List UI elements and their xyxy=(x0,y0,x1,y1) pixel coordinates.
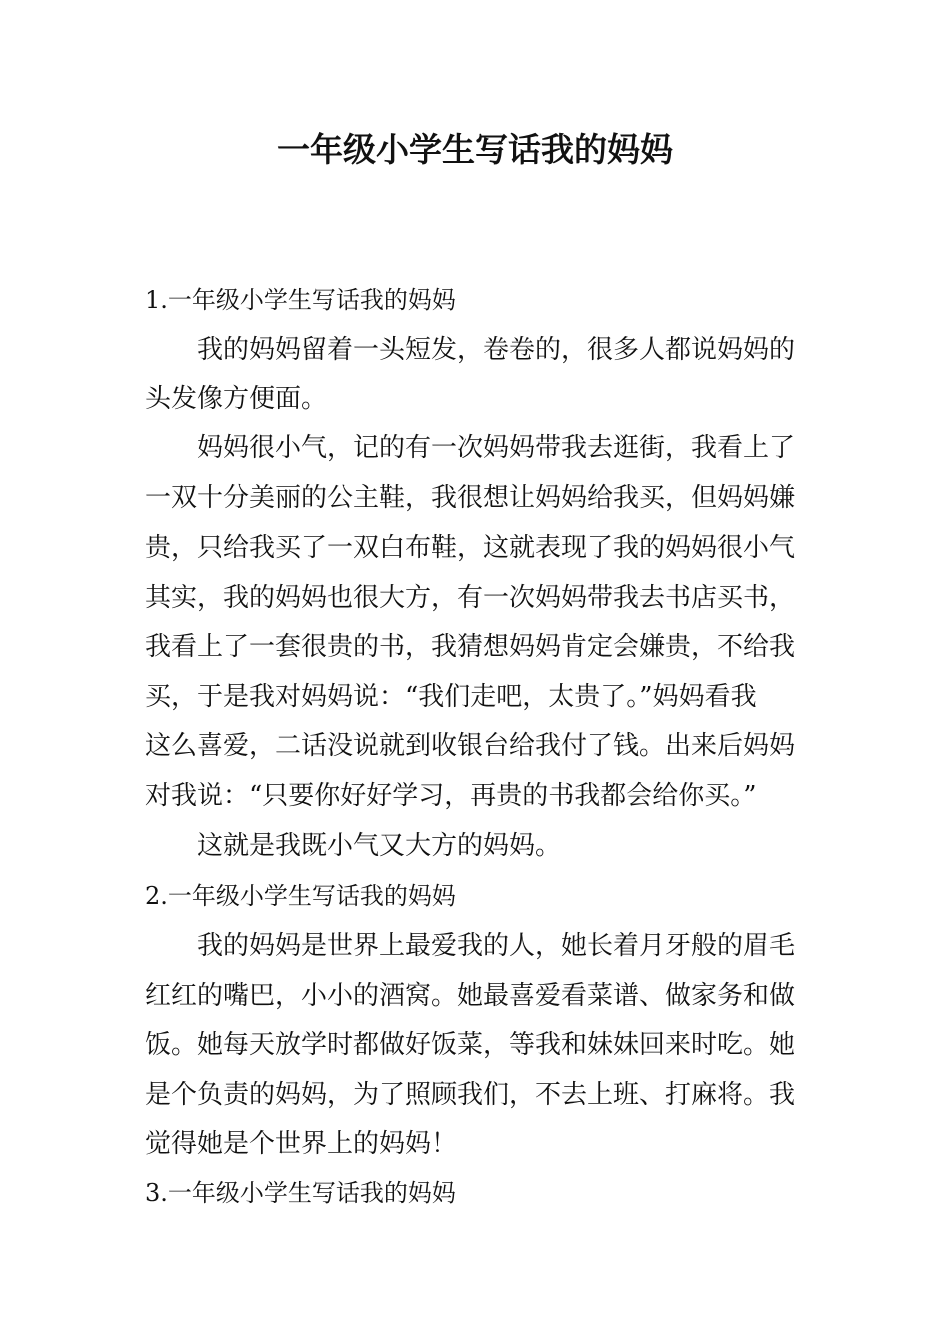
paragraph-line: 是个负责的妈妈，为了照顾我们，不去上班、打麻将。我 xyxy=(145,1080,796,1110)
paragraph-line: 一双十分美丽的公主鞋，我很想让妈妈给我买，但妈妈嫌 xyxy=(145,483,796,513)
paragraph-line: 饭。她每天放学时都做好饭菜，等我和妹妹回来时吃。她 xyxy=(145,1030,796,1060)
paragraph-line: 头发像方便面。 xyxy=(145,384,328,414)
paragraph-line: 这就是我既小气又大方的妈妈。 xyxy=(197,831,562,861)
document-title: 一年级小学生写话我的妈妈 xyxy=(277,130,673,169)
paragraph-line: 红红的嘴巴，小小的酒窝。她最喜爱看菜谱、做家务和做 xyxy=(145,981,796,1011)
section-heading-2: 2.一年级小学生写话我的妈妈 xyxy=(145,882,456,910)
section-heading-1: 1.一年级小学生写话我的妈妈 xyxy=(145,286,456,314)
paragraph-line: 买，于是我对妈妈说：“我们走吧，太贵了。”妈妈看我 xyxy=(145,682,757,712)
paragraph-line: 对我说：“只要你好好学习，再贵的书我都会给你买。” xyxy=(145,781,757,811)
paragraph-line: 我的妈妈留着一头短发，卷卷的，很多人都说妈妈的 xyxy=(197,335,796,365)
paragraph-line: 贵，只给我买了一双白布鞋，这就表现了我的妈妈很小气 xyxy=(145,533,796,563)
paragraph-line: 其实，我的妈妈也很大方，有一次妈妈带我去书店买书， xyxy=(145,583,796,613)
paragraph-line: 我看上了一套很贵的书，我猜想妈妈肯定会嫌贵，不给我 xyxy=(145,632,796,662)
section-heading-3: 3.一年级小学生写话我的妈妈 xyxy=(145,1179,456,1207)
paragraph-line: 觉得她是个世界上的妈妈！ xyxy=(145,1129,458,1159)
paragraph-line: 这么喜爱，二话没说就到收银台给我付了钱。出来后妈妈 xyxy=(145,731,796,761)
paragraph-line: 我的妈妈是世界上最爱我的人，她长着月牙般的眉毛 xyxy=(197,931,796,961)
paragraph-line: 妈妈很小气，记的有一次妈妈带我去逛街，我看上了 xyxy=(197,433,796,463)
